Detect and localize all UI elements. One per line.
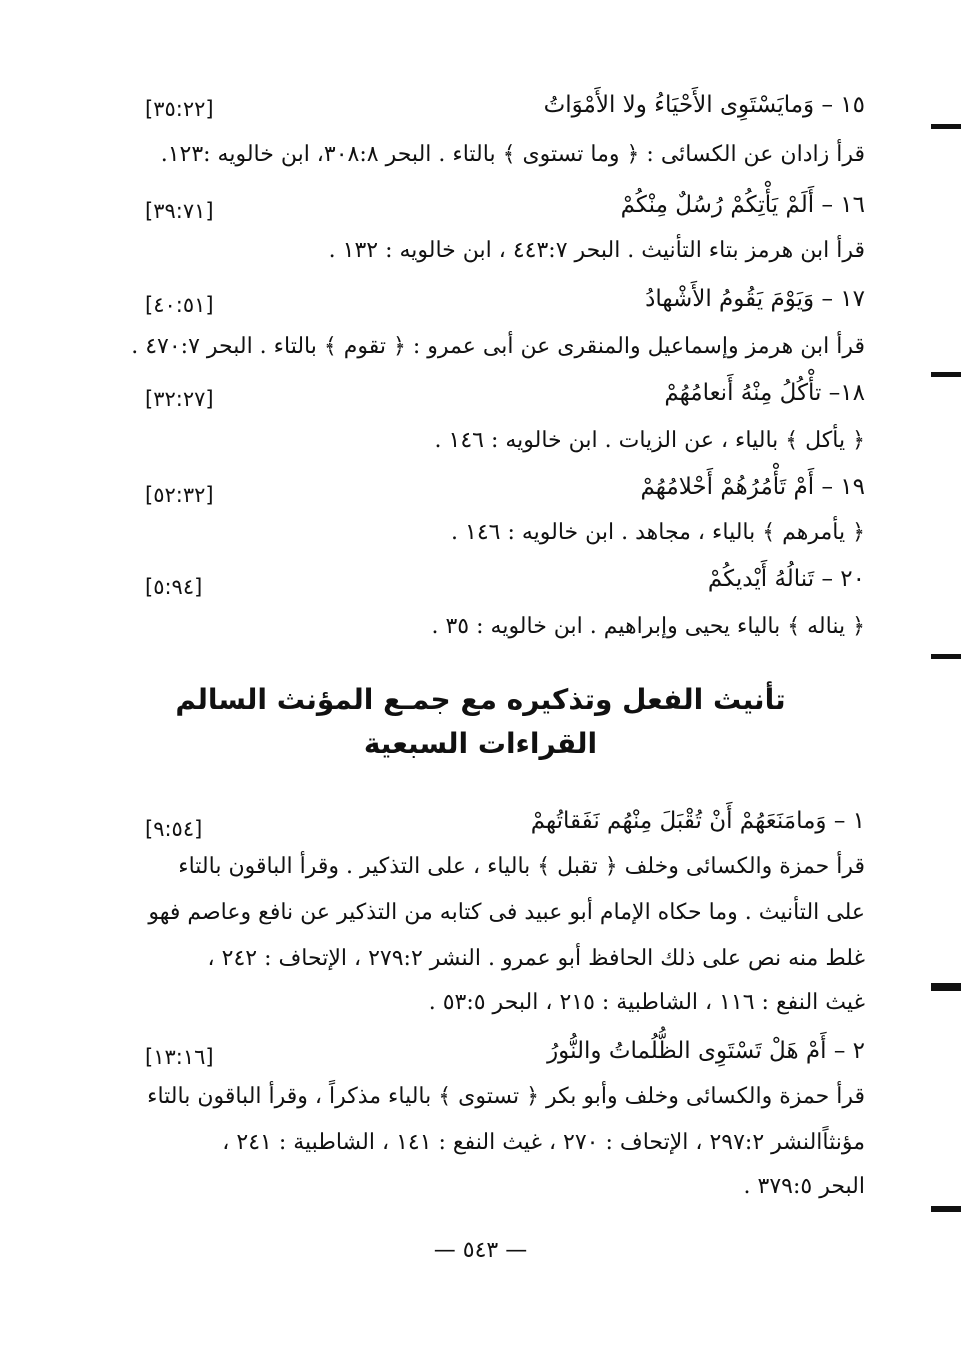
verse-line: ٢ – أَمْ هَلْ تَسْتَوِى الظُّلُماتُ والنُّورُ — [547, 1038, 865, 1064]
note-line: على التأنيث . وما حكاه الإمام أبو عبيد فى كتابه من التذكير عن نافع وعاصم فهو — [148, 900, 865, 925]
margin-mark — [931, 1206, 961, 1212]
margin-mark — [931, 372, 961, 377]
margin-mark — [931, 654, 961, 659]
section-subtitle: القراءات السبعية — [363, 727, 598, 760]
note-line: ﴿ يناله ﴾ بالياء يحيى وإبراهيم . ابن خالويه : ٣٥ . — [431, 614, 865, 639]
verse-line: ١٩ – أَمْ تَأْمُرُهُمْ أَحْلامُهُمْ — [640, 474, 865, 500]
verse-reference: [٩:٥٤] — [145, 817, 203, 841]
verse-line: ١٧ – وَيَوْمَ يَقُومُ الأَشْهادُ — [645, 286, 865, 312]
margin-mark — [931, 124, 961, 129]
note-line: غيث النفع : ١١٦ ، الشاطبية : ٢١٥ ، البحر ٥٣:٥ . — [428, 990, 865, 1015]
note-line: البحر ٣٧٩:٥ . — [743, 1174, 865, 1199]
note-line: قرأ حمزة والكسائى وخلف وأبو بكر ﴿ تستوى ﴾ بالياء مذكراً ، وقرأ الباقون بالتاء — [147, 1084, 865, 1109]
note-line: ﴿ يأكل ﴾ بالياء ، عن الزيات . ابن خالويه : ١٤٦ . — [434, 428, 865, 453]
note-line: قرأ ابن هرمز بتاء التأنيث . البحر ٤٤٣:٧ ، ابن خالويه : ١٣٢ . — [328, 238, 865, 263]
verse-reference: [٥:٩٤] — [145, 575, 203, 599]
note-line: مؤنثاًالنشر ٢٩٧:٢ ، الإتحاف : ٢٧٠ ، غيث النفع : ١٤١ ، الشاطبية : ٢٤١ ، — [222, 1130, 865, 1155]
verse-line: ٢٠ – تَنالُهُ أَيْديكُمْ — [707, 566, 865, 592]
verse-reference: [١٣:١٦] — [145, 1045, 214, 1069]
note-line: قرأ زادان عن الكسائى : ﴿ وما تستوى ﴾ بالتاء . البحر ٣٠٨:٨، ابن خالويه :١٢٣. — [160, 142, 865, 167]
verse-reference: [٣٢:٢٧] — [145, 387, 214, 411]
section-title: تأنيث الفعل وتذكيره مع جمـع المؤنث السالم — [175, 683, 786, 716]
verse-line: ١٨– تأْكُلُ مِنْهُ أَنعامُهُمْ — [664, 380, 865, 406]
margin-mark — [931, 983, 961, 991]
verse-line: ١ – وَمامَنَعَهُمْ أَنْ تُقْبَلَ مِنْهُم نَفَقاتُهمْ — [530, 808, 865, 834]
note-line: غلط منه نص على ذلك الحافظ أبو عمرو . النشر ٢٧٩:٢ ، الإتحاف : ٢٤٢ ، — [207, 946, 865, 971]
verse-reference: [٣٩:٧١] — [145, 199, 214, 223]
verse-reference: [٣٥:٢٢] — [145, 97, 214, 121]
verse-line: ١٥ – وَمايَسْتَوِى الأَحْيَاءُ ولا الأَمْوَاتُ — [543, 92, 865, 118]
verse-reference: [٥٢:٣٢] — [145, 483, 214, 507]
note-line: قرأ حمزة والكسائى وخلف ﴿ تقبل ﴾ بالياء ، على التذكير . وقرأ الباقون بالتاء — [178, 854, 865, 879]
page-number: — ٥٤٣ — — [433, 1238, 528, 1263]
verse-reference: [٤٠:٥١] — [145, 293, 214, 317]
note-line: قرأ ابن هرمز وإسماعيل والمنقرى عن أبى عمرو : ﴿ تقوم ﴾ بالتاء . البحر ٤٧٠:٧ . — [131, 334, 865, 359]
verse-line: ١٦ – أَلَمْ يَأْتِكُمْ رُسُلٌ مِنْكُمْ — [620, 192, 865, 218]
note-line: ﴿ يأمرهم ﴾ بالياء ، مجاهد . ابن خالويه : ١٤٦ . — [451, 520, 865, 545]
